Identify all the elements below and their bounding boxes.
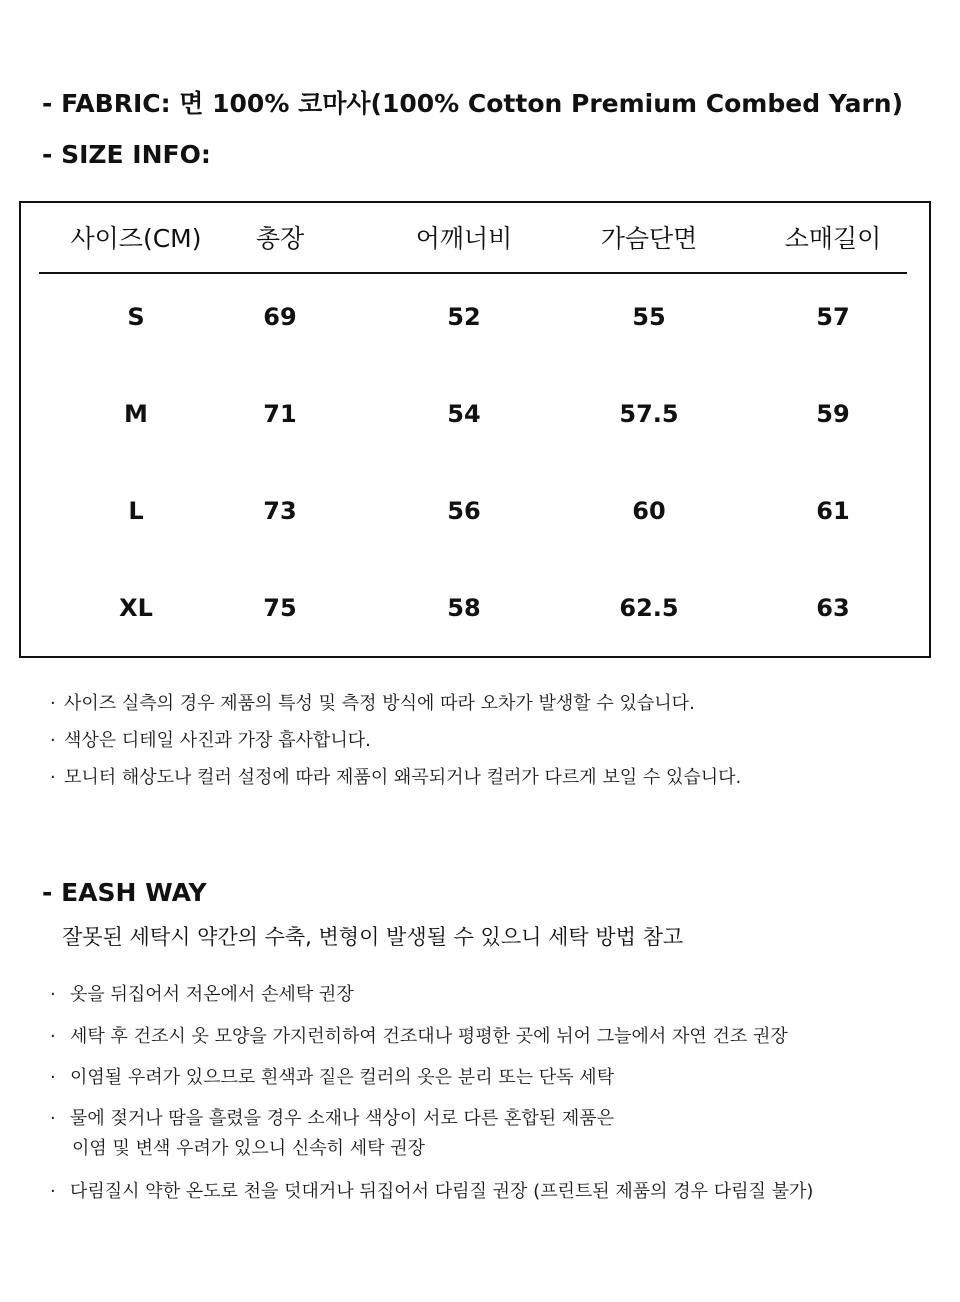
wash-item: [50, 1177, 813, 1207]
cell-size: XL: [119, 594, 153, 622]
cell-size: M: [124, 400, 148, 428]
wash-text: 옷을 뒤집어서 저온에서 손세탁 권장: [70, 984, 354, 1005]
cell-shoulder: 56: [447, 497, 481, 525]
cell-sleeve: 61: [816, 497, 850, 525]
header-cell-size: 사이즈(CM): [70, 224, 202, 253]
header-divider: [39, 272, 907, 274]
table-row: [21, 588, 929, 628]
bullet-dot: ·: [50, 1108, 56, 1129]
header-cell-shoulder: 어깨너비: [415, 224, 513, 253]
cell-length: 71: [263, 400, 297, 428]
cell-shoulder: 58: [447, 594, 481, 622]
note-item: [50, 692, 695, 716]
bullet-dot: ·: [50, 730, 56, 751]
cell-sleeve: 63: [816, 594, 850, 622]
wash-intro: 잘못된 세탁시 약간의 수축, 변형이 발생될 수 있으니 세탁 방법 참고: [62, 925, 684, 949]
note-text: 사이즈 실측의 경우 제품의 특성 및 측정 방식에 따라 오차가 발생할 수 있습니다.: [64, 693, 695, 714]
table-row: [21, 491, 929, 531]
cell-size: L: [128, 497, 144, 525]
wash-text: 다림질시 약한 온도로 천을 덧대거나 뒤집어서 다림질 권장 (프린트된 제품의 경우 다림질 불가): [70, 1181, 814, 1202]
cell-chest: 62.5: [619, 594, 679, 622]
cell-shoulder: 52: [447, 303, 481, 331]
note-text: 모니터 해상도나 컬러 설정에 따라 제품이 왜곡되거나 컬러가 다르게 보일 수 있습니다.: [64, 767, 742, 788]
cell-length: 73: [263, 497, 297, 525]
bullet-dot: ·: [50, 984, 56, 1005]
cell-sleeve: 57: [816, 303, 850, 331]
cell-sleeve: 59: [816, 400, 850, 428]
wash-item: [50, 1104, 614, 1164]
bullet-dot: ·: [50, 767, 56, 788]
table-row: [21, 297, 929, 337]
bullet-dot: ·: [50, 693, 56, 714]
cell-length: 69: [263, 303, 297, 331]
cell-chest: 55: [632, 303, 666, 331]
note-item: [50, 729, 371, 753]
cell-length: 75: [263, 594, 297, 622]
header-cell-length: 총장: [255, 224, 305, 253]
size-info-label: - SIZE INFO:: [42, 140, 211, 169]
wash-text: 이염될 우려가 있으므로 흰색과 짙은 컬러의 옷은 분리 또는 단독 세탁: [70, 1067, 615, 1088]
wash-text: 세탁 후 건조시 옷 모양을 가지런히하여 건조대나 평평한 곳에 뉘어 그늘에서 자연 건조 권장: [70, 1026, 788, 1047]
wash-item: [50, 1063, 614, 1093]
bullet-dot: ·: [50, 1181, 56, 1202]
cell-size: S: [127, 303, 145, 331]
wash-item: [50, 980, 354, 1010]
fabric-info: - FABRIC: 면 100% 코마사(100% Cotton Premium Combed Yarn): [42, 89, 904, 118]
wash-way-heading: - EASH WAY: [42, 878, 207, 907]
cell-shoulder: 54: [447, 400, 481, 428]
header-cell-chest: 가슴단면: [600, 224, 698, 253]
wash-item: [50, 1022, 788, 1052]
cell-chest: 57.5: [619, 400, 679, 428]
bullet-dot: ·: [50, 1026, 56, 1047]
size-table: [19, 201, 931, 658]
wash-text: 물에 젖거나 땀을 흘렸을 경우 소재나 색상이 서로 다른 혼합된 제품은: [70, 1108, 615, 1129]
cell-chest: 60: [632, 497, 666, 525]
table-row: [21, 394, 929, 434]
header-cell-sleeve: 소매길이: [784, 224, 882, 253]
table-header-row: [21, 219, 929, 259]
note-text: 색상은 디테일 사진과 가장 흡사합니다.: [64, 730, 371, 751]
bullet-dot: ·: [50, 1067, 56, 1088]
wash-text-continued: 이염 및 변색 우려가 있으니 신속히 세탁 권장: [72, 1138, 426, 1159]
note-item: [50, 766, 741, 790]
